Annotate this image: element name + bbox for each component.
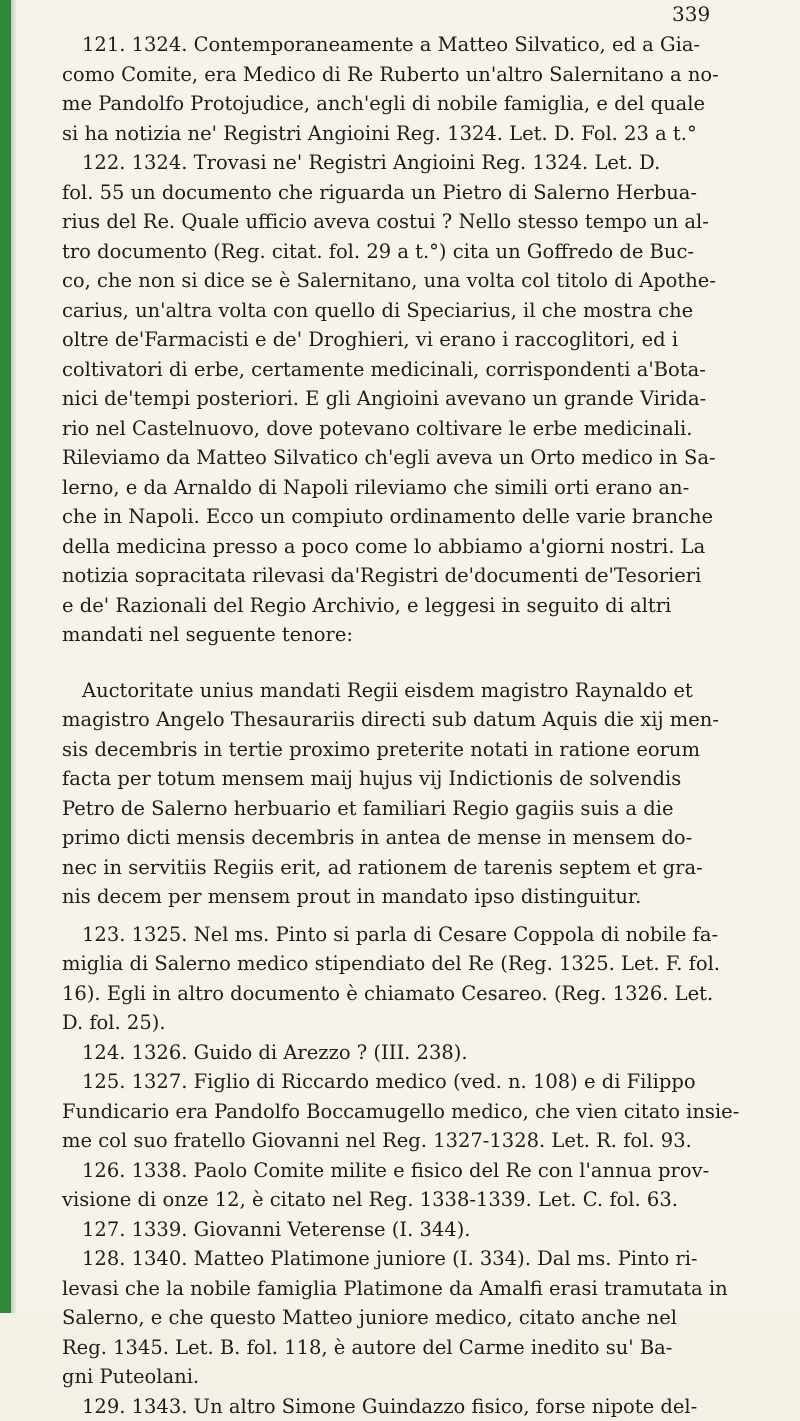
text-line: oltre de'Farmacisti e de' Droghieri, vi erano i raccoglitori, ed i — [62, 325, 762, 355]
text-line: miglia di Salerno medico stipendiato del Re (Reg. 1325. Let. F. fol. — [62, 949, 762, 979]
page-edge-binding — [0, 0, 11, 1313]
section-spacer — [62, 650, 762, 676]
text-line: primo dicti mensis decembris in antea de mense in mensem do- — [62, 823, 762, 853]
text-line: 124. 1326. Guido di Arezzo ? (III. 238). — [62, 1038, 762, 1068]
text-line: lerno, e da Arnaldo di Napoli rileviamo che simili orti erano an- — [62, 473, 762, 503]
latin-quotation — [62, 676, 762, 912]
text-line: levasi che la nobile famiglia Platimone da Amalfi erasi tramutata in — [62, 1274, 762, 1304]
text-line: visione di onze 12, è citato nel Reg. 1338-1339. Let. C. fol. 63. — [62, 1185, 762, 1215]
text-line: si ha notizia ne' Registri Angioini Reg. 1324. Let. D. Fol. 23 a t.° — [62, 119, 762, 149]
text-line: 129. 1343. Un altro Simone Guindazzo fisico, forse nipote del- — [62, 1392, 762, 1421]
text-line: della medicina presso a poco come lo abbiamo a'giorni nostri. La — [62, 532, 762, 562]
text-line: Auctoritate unius mandati Regii eisdem magistro Raynaldo et — [62, 676, 762, 706]
text-line: 125. 1327. Figlio di Riccardo medico (ved. n. 108) e di Filippo — [62, 1067, 762, 1097]
text-line: como Comite, era Medico di Re Ruberto un'altro Salernitano a no- — [62, 60, 762, 90]
text-line: 16). Egli in altro documento è chiamato Cesareo. (Reg. 1326. Let. — [62, 979, 762, 1009]
text-line: 128. 1340. Matteo Platimone juniore (I. 334). Dal ms. Pinto ri- — [62, 1244, 762, 1274]
text-line: magistro Angelo Thesaurariis directi sub datum Aquis die xij men- — [62, 705, 762, 735]
page-edge-shadow — [11, 0, 17, 1313]
section-spacer — [62, 912, 762, 920]
text-line: 126. 1338. Paolo Comite milite e fisico del Re con l'annua prov- — [62, 1156, 762, 1186]
text-line: coltivatori di erbe, certamente medicinali, corrispondenti a'Bota- — [62, 355, 762, 385]
text-line: Reg. 1345. Let. B. fol. 118, è autore del Carme inedito su' Ba- — [62, 1333, 762, 1363]
intro-paragraphs — [62, 30, 762, 650]
text-line: co, che non si dice se è Salernitano, una volta col titolo di Apothe- — [62, 266, 762, 296]
text-line: tro documento (Reg. citat. fol. 29 a t.°) cita un Goffredo de Buc- — [62, 237, 762, 267]
text-line: notizia sopracitata rilevasi da'Registri de'documenti de'Tesorieri — [62, 561, 762, 591]
text-line: carius, un'altra volta con quello di Speciarius, il che mostra che — [62, 296, 762, 326]
text-line: Petro de Salerno herbuario et familiari Regio gagiis suis a die — [62, 794, 762, 824]
text-line: facta per totum mensem maij hujus vij Indictionis de solvendis — [62, 764, 762, 794]
main-text — [62, 30, 762, 1421]
text-line: gni Puteolani. — [62, 1362, 762, 1392]
text-line: Fundicario era Pandolfo Boccamugello medico, che vien citato insie- — [62, 1097, 762, 1127]
text-line: rio nel Castelnuovo, dove potevano coltivare le erbe medicinali. — [62, 414, 762, 444]
text-line: D. fol. 25). — [62, 1008, 762, 1038]
text-line: mandati nel seguente tenore: — [62, 620, 762, 650]
text-line: nec in servitiis Regiis erit, ad rationem de tarenis septem et gra- — [62, 853, 762, 883]
text-line: me Pandolfo Protojudice, anch'egli di nobile famiglia, e del quale — [62, 89, 762, 119]
text-line: e de' Razionali del Regio Archivio, e leggesi in seguito di altri — [62, 591, 762, 621]
page-number: 339 — [672, 2, 710, 26]
text-line: che in Napoli. Ecco un compiuto ordinamento delle varie branche — [62, 502, 762, 532]
text-line: Rileviamo da Matteo Silvatico ch'egli aveva un Orto medico in Sa- — [62, 443, 762, 473]
text-line: nis decem per mensem prout in mandato ipso distinguitur. — [62, 882, 762, 912]
text-line: fol. 55 un documento che riguarda un Pietro di Salerno Herbua- — [62, 178, 762, 208]
text-line: me col suo fratello Giovanni nel Reg. 1327-1328. Let. R. fol. 93. — [62, 1126, 762, 1156]
text-line: rius del Re. Quale ufficio aveva costui ? Nello stesso tempo un al- — [62, 207, 762, 237]
text-line: sis decembris in tertie proximo preterite notati in ratione eorum — [62, 735, 762, 765]
text-line: 122. 1324. Trovasi ne' Registri Angioini Reg. 1324. Let. D. — [62, 148, 762, 178]
text-line: 127. 1339. Giovanni Veterense (I. 344). — [62, 1215, 762, 1245]
text-line: Salerno, e che questo Matteo juniore medico, citato anche nel — [62, 1303, 762, 1333]
text-line: nici de'tempi posteriori. E gli Angioini avevano un grande Virida- — [62, 384, 762, 414]
numbered-entries — [62, 920, 762, 1421]
text-line: 123. 1325. Nel ms. Pinto si parla di Cesare Coppola di nobile fa- — [62, 920, 762, 950]
text-line: 121. 1324. Contemporaneamente a Matteo Silvatico, ed a Gia- — [62, 30, 762, 60]
